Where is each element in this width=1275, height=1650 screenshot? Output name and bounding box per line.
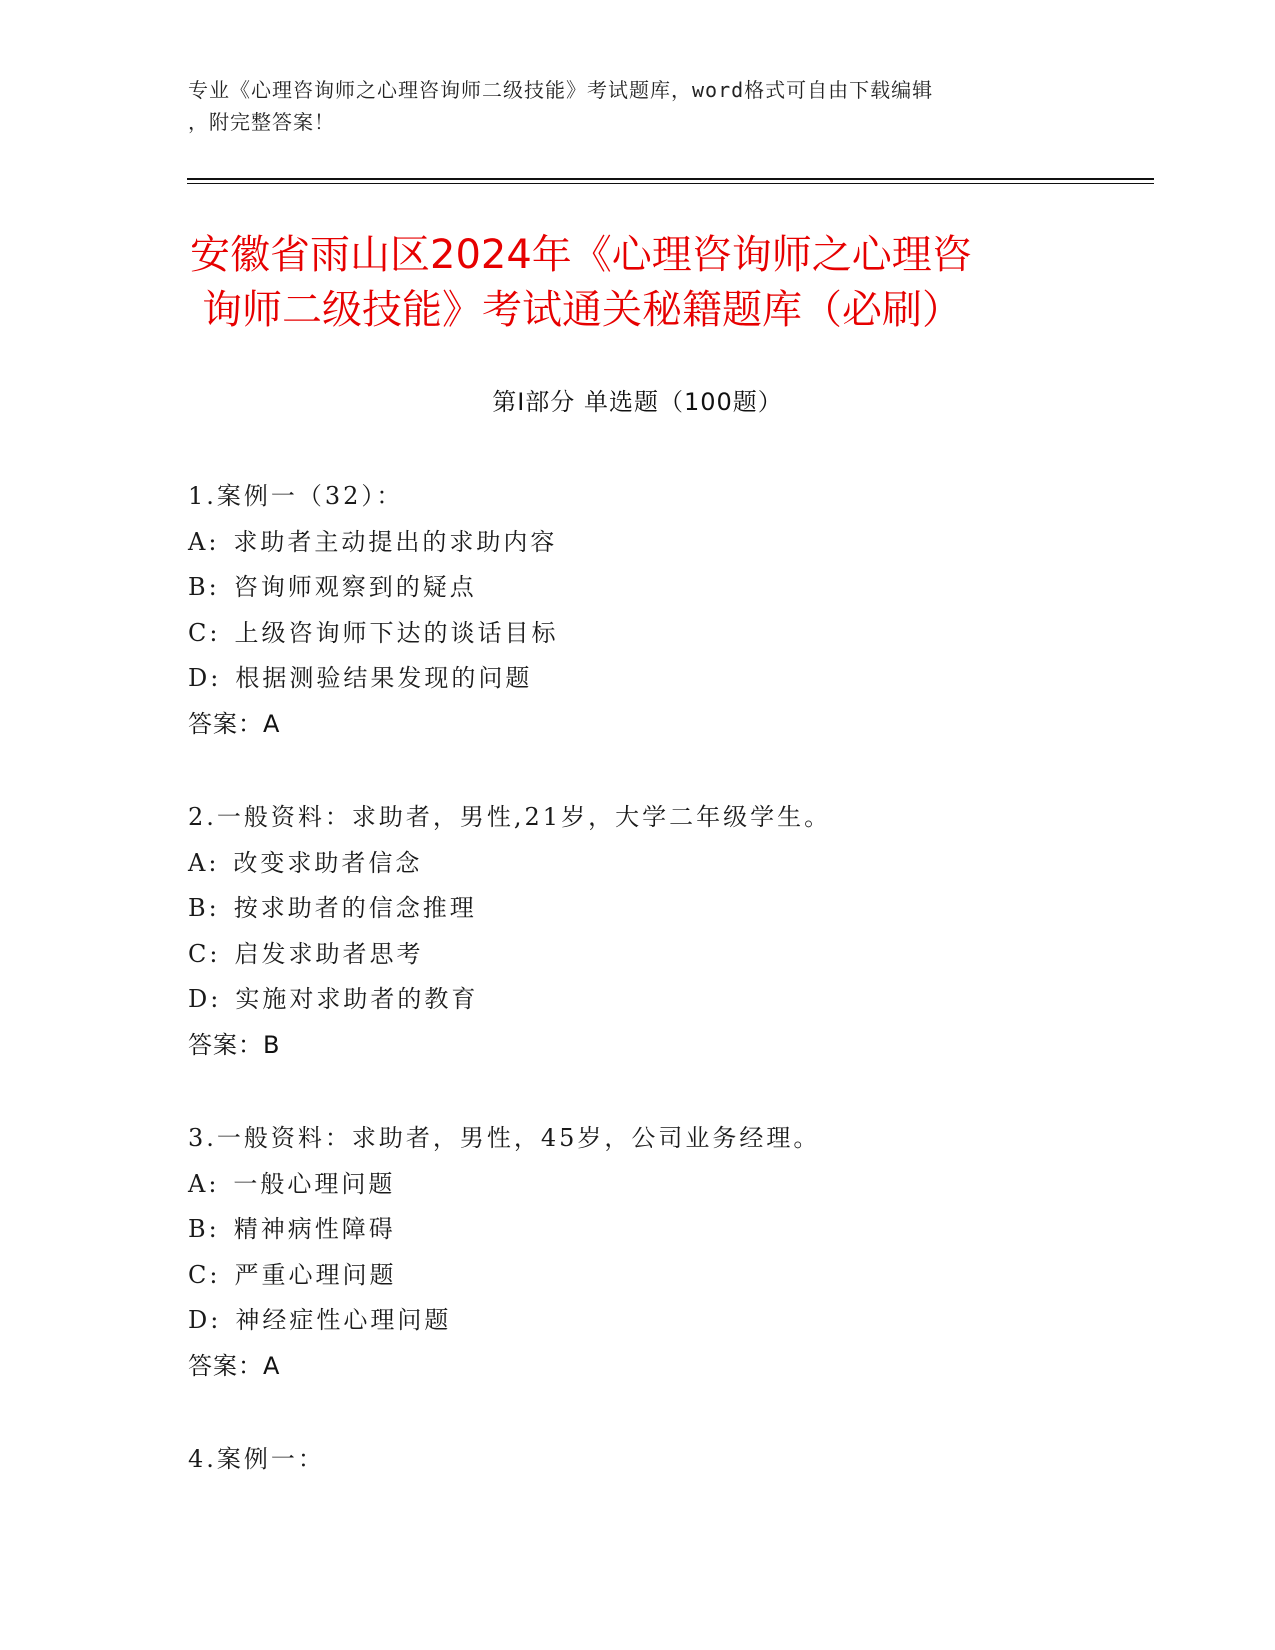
option-text: 实施对求助者的教育 <box>235 985 479 1013</box>
question-option <box>188 886 1128 932</box>
question-option <box>188 977 1128 1023</box>
question-answer: 答案：A <box>188 1351 281 1380</box>
question-option <box>188 841 1128 887</box>
option-label: A: <box>188 848 220 877</box>
question-stem: 1.案例一（32）： <box>188 482 404 510</box>
option-label: C: <box>188 939 221 968</box>
header-divider-thin <box>187 183 1154 184</box>
option-label: D: <box>188 985 222 1013</box>
document-title <box>190 228 1090 338</box>
document-title-line-1: 安徽省雨山区2024年《心理咨询师之心理咨 <box>190 232 972 278</box>
option-text: 按求助者的信念推理 <box>233 894 477 922</box>
option-text: 神经症性心理问题 <box>235 1306 452 1334</box>
question-option <box>188 656 1128 702</box>
question-option <box>188 565 1128 611</box>
option-label: B: <box>188 1215 220 1243</box>
question-option <box>188 1298 1128 1344</box>
question-option <box>188 520 1128 566</box>
option-label: C: <box>188 1260 221 1289</box>
header-note-line-2: ，附完整答案！ <box>188 110 335 134</box>
option-label: B: <box>188 894 220 922</box>
header-note <box>188 74 1088 138</box>
question-option <box>188 1207 1128 1253</box>
option-label: D: <box>188 1306 222 1334</box>
option-text: 上级咨询师下达的谈话目标 <box>234 618 559 647</box>
option-text: 根据测验结果发现的问题 <box>235 664 533 692</box>
option-label: A: <box>188 527 220 556</box>
question-stem: 2.一般资料：求助者，男性,21岁，大学二年级学生。 <box>188 803 832 831</box>
option-label: A: <box>188 1169 220 1198</box>
option-text: 改变求助者信念 <box>233 848 423 877</box>
option-text: 求助者主动提出的求助内容 <box>233 527 558 556</box>
question-answer: 答案：A <box>188 709 281 738</box>
question-list <box>188 474 1128 1531</box>
option-text: 启发求助者思考 <box>234 939 424 968</box>
option-text: 严重心理问题 <box>234 1260 397 1289</box>
question-option <box>188 611 1128 657</box>
option-text: 一般心理问题 <box>233 1169 396 1198</box>
option-text: 咨询师观察到的疑点 <box>233 573 477 601</box>
question-item <box>188 795 1128 1068</box>
question-item <box>188 474 1128 747</box>
option-label: C: <box>188 618 221 647</box>
section-heading: 第Ⅰ部分 单选题（100题） <box>492 388 783 416</box>
option-text: 精神病性障碍 <box>233 1215 396 1243</box>
question-stem: 4.案例一： <box>188 1445 325 1473</box>
question-option <box>188 932 1128 978</box>
question-item <box>188 1437 1128 1483</box>
option-label: B: <box>188 573 220 601</box>
header-note-line-1: 专业《心理咨询师之心理咨询师二级技能》考试题库，word格式可自由下载编辑 <box>188 78 934 102</box>
document-title-line-2: 询师二级技能》考试通关秘籍题库（必刷） <box>202 287 962 333</box>
question-option <box>188 1162 1128 1208</box>
question-item <box>188 1116 1128 1389</box>
option-label: D: <box>188 664 222 692</box>
header-divider-thick <box>187 178 1154 180</box>
question-option <box>188 1253 1128 1299</box>
question-answer: 答案：B <box>188 1030 281 1059</box>
question-stem: 3.一般资料：求助者，男性，45岁，公司业务经理。 <box>188 1124 821 1152</box>
